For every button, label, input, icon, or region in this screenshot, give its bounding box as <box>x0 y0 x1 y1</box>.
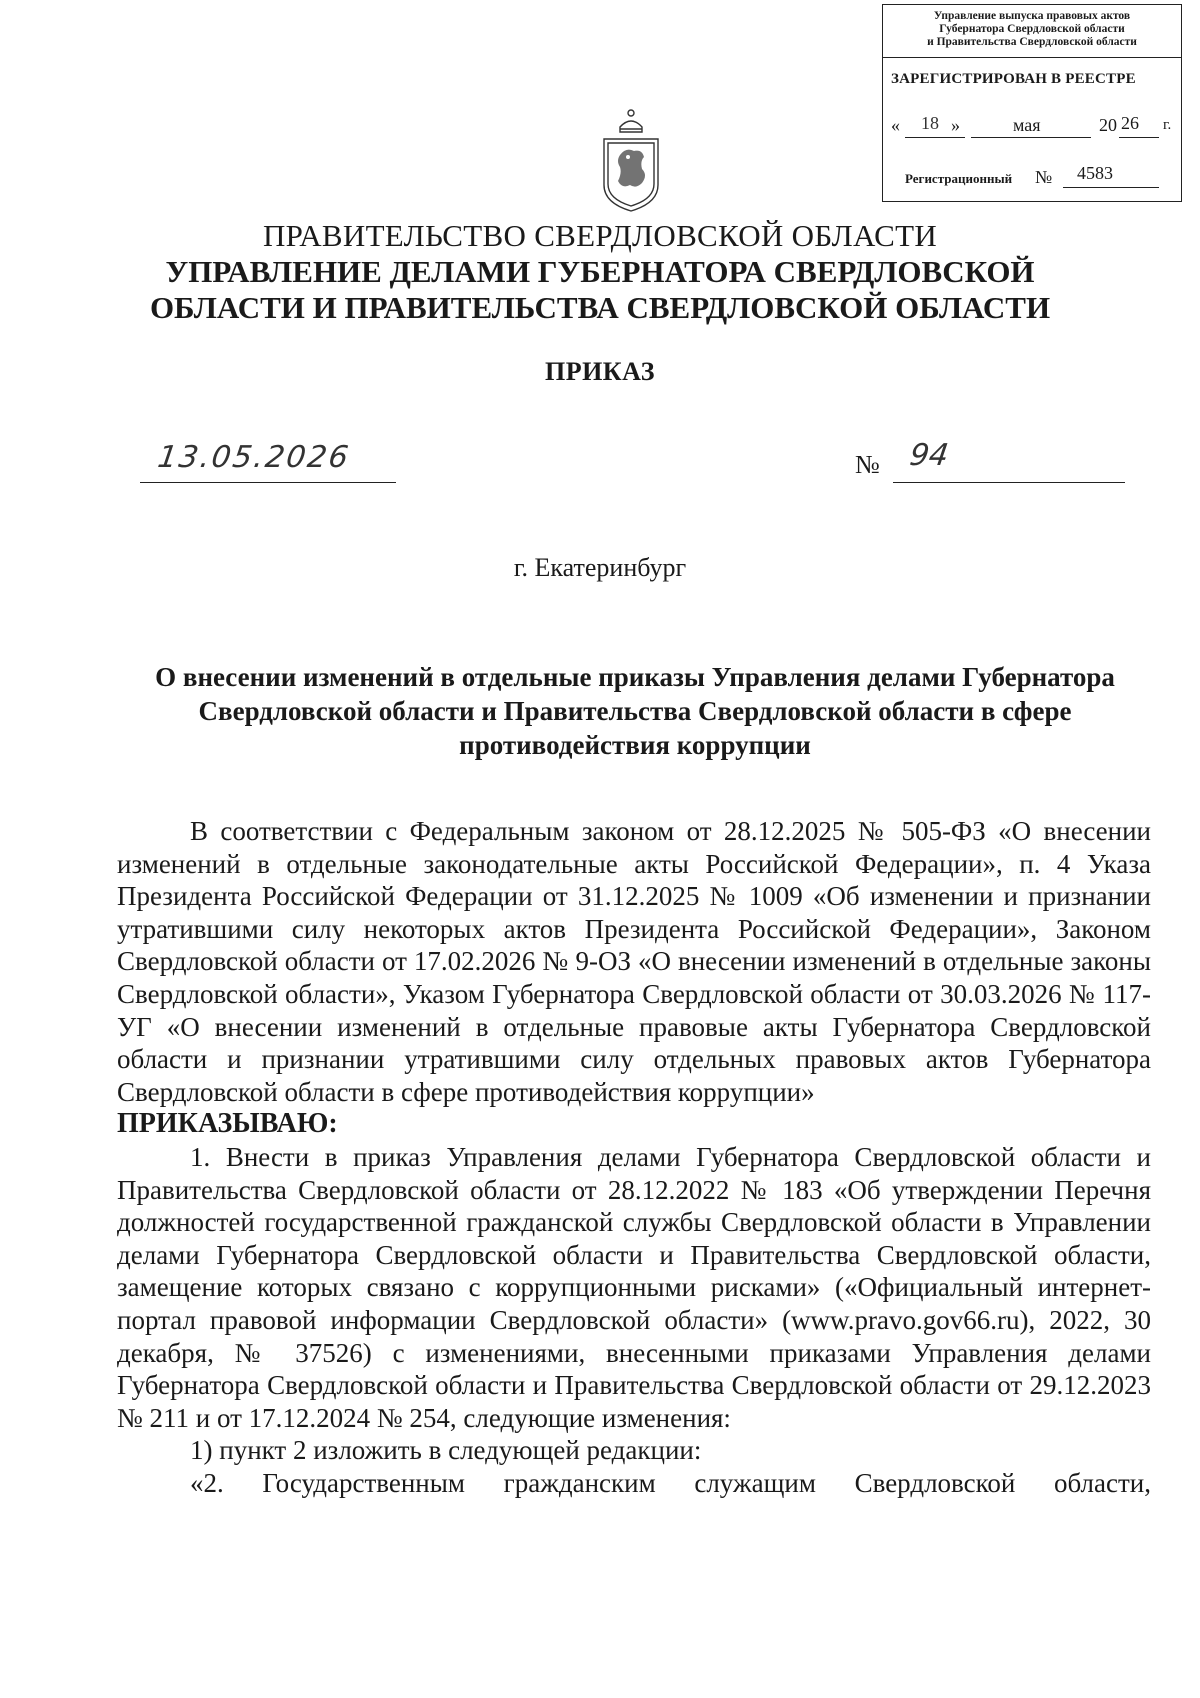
stamp-year-suffix: 26 <box>1121 113 1139 133</box>
subitem-1-paragraph: 1) пункт 2 изложить в следующей редакции: <box>190 1435 702 1466</box>
stamp-header-line: Губернатора Свердловской области <box>939 23 1125 35</box>
command-word: ПРИКАЗЫВАЮ: <box>117 1108 338 1140</box>
subject-line: Свердловской области и Правительства Свердловской области в сфере <box>198 696 1072 726</box>
stamp-registration-number <box>905 163 1165 191</box>
org-name-line3: ОБЛАСТИ И ПРАВИТЕЛЬСТВА СВЕРДЛОВСКОЙ ОБЛАСТИ <box>149 290 1051 325</box>
order-subject <box>120 660 1150 762</box>
subject-line: противодействия коррупции <box>459 730 811 760</box>
org-name-line2: УПРАВЛЕНИЕ ДЕЛАМИ ГУБЕРНАТОРА СВЕРДЛОВСКОЙ <box>165 254 1035 289</box>
stamp-header <box>883 5 1181 58</box>
stamp-reg-no-sign: № <box>1035 167 1053 187</box>
coat-of-arms-emblem <box>598 105 664 215</box>
stamp-date <box>891 115 1177 139</box>
stamp-registered-label: ЗАРЕГИСТРИРОВАН В РЕЕСТРЕ <box>891 71 1136 87</box>
stamp-year-unit: г. <box>1163 117 1172 133</box>
city: г. Екатеринбург <box>513 553 687 582</box>
stamp-day: 18 <box>921 113 939 133</box>
registration-stamp <box>882 4 1182 202</box>
order-date-field <box>140 440 396 486</box>
stamp-header-line: и Правительства Свердловской области <box>927 36 1137 48</box>
stamp-month: мая <box>1013 115 1041 135</box>
stamp-quote-close: » <box>951 115 960 135</box>
order-number: 94 <box>907 438 951 473</box>
item-1-paragraph: 1. Внести в приказ Управления делами Губернатора Свердловской области и Правительства Свердловской области от 28.12.2022 № 183 «Об утверждении Перечня должностей государственной гражданской службы Свердловской области в Управлении делами Губернатора Свердловской области и Правительства Свердловской области, замещение которых связано с коррупционными рисками» («Официальный интернет-портал правовой информации Свердловской области» (www.pravo.gov66.ru), 2022, 30 декабря, № 37526) с изменениями, внесенными приказами Управления делами Губернатора Свердловской области и Правительства Свердловской области от 29.12.2023 № 211 и от 17.12.2024 № 254, следующие изменения: <box>117 1141 1151 1433</box>
stamp-header-line: Управление выпуска правовых актов <box>933 10 1131 22</box>
subject-line: О внесении изменений в отдельные приказы Управления делами Губернатора <box>155 662 1115 692</box>
order-number-field <box>855 438 1125 486</box>
order-date: 13.05.2026 <box>155 440 353 475</box>
stamp-year-prefix: 20 <box>1099 115 1117 135</box>
order-number-sign: № <box>855 450 880 479</box>
preamble-paragraph: В соответствии с Федеральным законом от 28.12.2025 № 505-ФЗ «О внесении изменений в отдельные законодательные акты Российской Федерации», п. 4 Указа Президента Российской Федерации от 31.12.2025 № 1009 «Об изменении и признании утратившими силу некоторых актов Президента Российской Федерации», Законом Свердловской области от 17.02.2026 № 9-ОЗ «О внесении изменений в отдельные законы Свердловской области», Указом Губернатора Свердловской области от 30.03.2026 № 117-УГ «О внесении изменений в отдельные правовые акты Губернатора Свердловской области и признании утратившими силу отдельных правовых актов Губернатора Свердловской области в сфере противодействия коррупции» <box>117 816 1151 1107</box>
document-type: ПРИКАЗ <box>544 357 656 386</box>
quoted-paragraph-start: «2. Государственным гражданским служащим Свердловской области, <box>190 1467 1151 1498</box>
order-body <box>117 815 1151 1499</box>
org-name-line1: ПРАВИТЕЛЬСТВО СВЕРДЛОВСКОЙ ОБЛАСТИ <box>262 218 938 253</box>
stamp-reg-label: Регистрационный <box>905 171 1013 186</box>
stamp-quote-open: « <box>891 115 900 135</box>
stamp-reg-number: 4583 <box>1077 163 1113 183</box>
